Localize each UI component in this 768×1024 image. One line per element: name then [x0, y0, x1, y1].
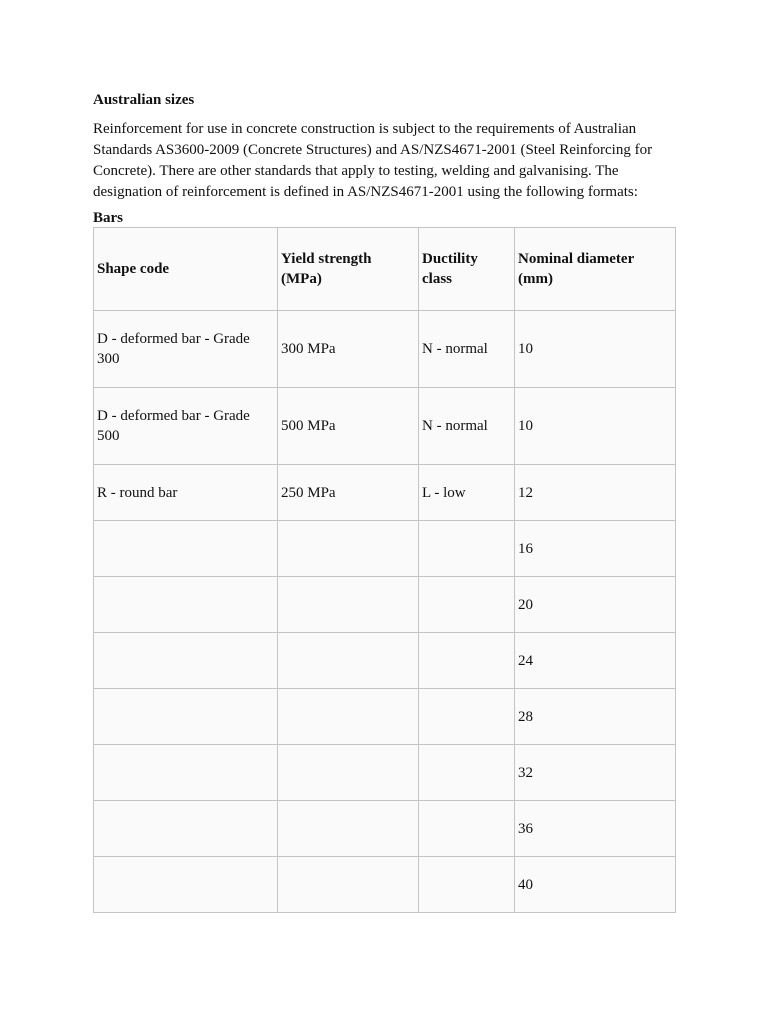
cell-ductility-class [419, 857, 515, 913]
cell-shape-code [94, 633, 278, 689]
cell-nominal-diameter: 10 [515, 311, 676, 388]
table-header-row [94, 228, 676, 311]
intro-paragraph: Reinforcement for use in concrete construction is subject to the requirements of Australian Standards AS3600-2009 (Concrete Structures) and AS/NZS4671-2001 (Steel Reinforcing for Concrete). There are other standards that apply to testing, welding and galvanising. The designation of reinforcement is defined in AS/NZS4671-2001 using the following formats: [93, 121, 653, 200]
cell-yield-strength [278, 857, 419, 913]
cell-ductility-class: N - normal [419, 311, 515, 388]
page-title: Australian sizes [93, 92, 195, 108]
cell-nominal-diameter: 16 [515, 521, 676, 577]
table-row [94, 857, 676, 913]
cell-yield-strength [278, 521, 419, 577]
cell-yield-strength [278, 689, 419, 745]
cell-ductility-class [419, 689, 515, 745]
cell-nominal-diameter: 28 [515, 689, 676, 745]
cell-ductility-class [419, 633, 515, 689]
cell-shape-code [94, 857, 278, 913]
header-shape-code: Shape code [94, 228, 278, 311]
cell-ductility-class [419, 577, 515, 633]
cell-ductility-class: L - low [419, 465, 515, 521]
cell-shape-code: D - deformed bar - Grade 500 [94, 388, 278, 465]
cell-nominal-diameter: 20 [515, 577, 676, 633]
table-row [94, 633, 676, 689]
cell-ductility-class [419, 801, 515, 857]
table-row [94, 689, 676, 745]
cell-shape-code: D - deformed bar - Grade 300 [94, 311, 278, 388]
cell-nominal-diameter: 24 [515, 633, 676, 689]
cell-yield-strength: 250 MPa [278, 465, 419, 521]
cell-shape-code [94, 521, 278, 577]
table-row [94, 801, 676, 857]
cell-shape-code [94, 801, 278, 857]
cell-shape-code: R - round bar [94, 465, 278, 521]
cell-shape-code [94, 745, 278, 801]
cell-ductility-class [419, 745, 515, 801]
table-row [94, 311, 676, 388]
cell-ductility-class [419, 521, 515, 577]
cell-yield-strength [278, 801, 419, 857]
cell-nominal-diameter: 36 [515, 801, 676, 857]
cell-yield-strength [278, 745, 419, 801]
bars-heading: Bars [93, 210, 123, 226]
cell-yield-strength: 500 MPa [278, 388, 419, 465]
header-ductility-class: Ductility class [419, 228, 515, 311]
table-row [94, 465, 676, 521]
cell-shape-code [94, 689, 278, 745]
cell-nominal-diameter: 32 [515, 745, 676, 801]
table-row [94, 521, 676, 577]
document-page [93, 90, 683, 913]
cell-yield-strength [278, 633, 419, 689]
table-row [94, 577, 676, 633]
bars-table [93, 227, 676, 913]
cell-shape-code [94, 577, 278, 633]
cell-nominal-diameter: 12 [515, 465, 676, 521]
header-nominal-diameter: Nominal diameter (mm) [515, 228, 676, 311]
header-yield-strength: Yield strength (MPa) [278, 228, 419, 311]
table-row [94, 388, 676, 465]
cell-nominal-diameter: 40 [515, 857, 676, 913]
cell-yield-strength [278, 577, 419, 633]
cell-nominal-diameter: 10 [515, 388, 676, 465]
table-row [94, 745, 676, 801]
cell-ductility-class: N - normal [419, 388, 515, 465]
cell-yield-strength: 300 MPa [278, 311, 419, 388]
